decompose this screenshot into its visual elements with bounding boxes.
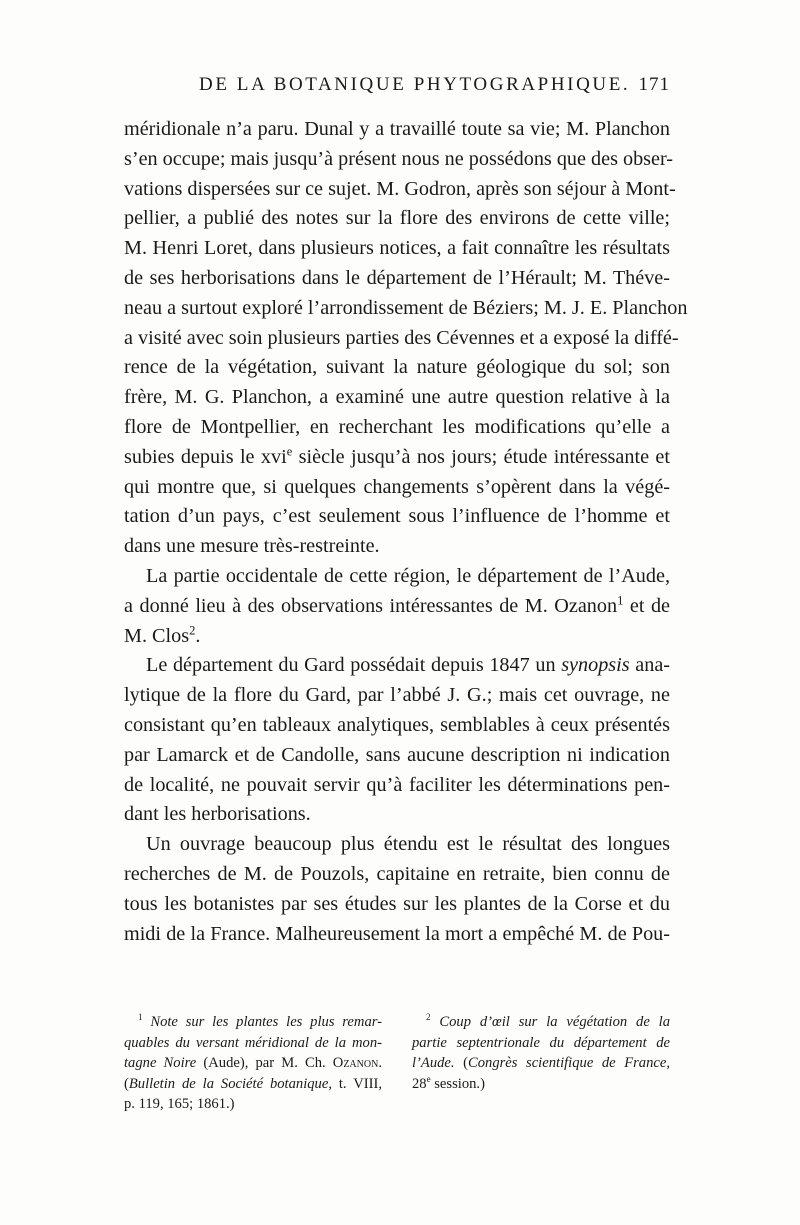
text-line: frère, M. G. Planchon, a examiné une autre question relative à la <box>124 386 670 409</box>
text-line: consistant qu’en tableaux analytiques, semblables à ceux présentés <box>124 713 670 736</box>
text-line: recherches de M. de Pouzols, capitaine en retraite, bien connu de <box>124 862 670 885</box>
footnote-journal: Bulletin de la Société botanique <box>128 1075 329 1092</box>
text-line: flore de Montpellier, en recherchant les modifications qu’elle a <box>124 415 670 438</box>
text-line: dans une mesure très-restreinte. <box>124 535 380 558</box>
text-line: rence de la végétation, suivant la nature géologique du sol; son <box>124 356 670 379</box>
text-fragment: a donné lieu à des observations intéressantes de M. Ozanon <box>124 594 618 617</box>
text-line: lytique de la flore du Gard, par l’abbé J. G.; mais cet ouvrage, ne <box>124 684 670 707</box>
text-line: neau a surtout exploré l’arrondissement de Béziers; M. J. E. Planchon <box>124 296 688 319</box>
text-line-century <box>124 443 670 473</box>
text-fragment: Le département du Gard possédait depuis 1847 un <box>146 654 556 677</box>
text-line: qui montre que, si quelques changements s’opèrent dans la végé- <box>124 475 670 498</box>
text-fragment: siècle jusqu’à nos jours; étude intéressante et <box>292 445 670 468</box>
text-line: pellier, a publié des notes sur la flore des environs de cette ville; <box>124 207 670 230</box>
footnote-line <box>124 1074 382 1095</box>
text-fragment: M. Clos <box>124 624 190 647</box>
footnote-text: 28 <box>412 1075 427 1092</box>
text-line: La partie occidentale de cette région, le département de l’Aude, <box>146 564 670 587</box>
italic-term: synopsis <box>561 654 630 677</box>
footnote-text: session.) <box>430 1075 485 1092</box>
footnote-line <box>412 1033 670 1054</box>
footnote-text: (Aude), par M. Ch. <box>196 1055 333 1071</box>
body-text <box>124 115 688 949</box>
text-line: de localité, ne pouvait servir qu’à faciliter les déterminations pen- <box>124 773 670 796</box>
footnote-line <box>412 1053 670 1074</box>
footnote-line <box>124 1053 382 1074</box>
footnote-line: p. 119, 165; 1861.) <box>124 1096 235 1112</box>
footnote-title: quables du versant méridional de la mon- <box>124 1034 382 1051</box>
text-line: tous les botanistes par ses études sur les plantes de la Corse et du <box>124 892 670 915</box>
footnote-line <box>412 1012 670 1033</box>
footnote-text: . <box>378 1055 382 1071</box>
text-fragment: subies depuis le xvi <box>124 445 287 468</box>
text-line-synopsis <box>124 651 670 681</box>
text-line: midi de la France. Malheureusement la mort a empêché M. de Pou- <box>124 922 670 945</box>
footnote-ref-1[interactable]: 1 <box>617 593 624 608</box>
footnote-text: ( <box>454 1055 468 1071</box>
text-fragment: ana- <box>629 654 671 677</box>
footnote-title: partie septentrionale du département de <box>412 1034 670 1051</box>
superscript: e <box>426 1073 431 1084</box>
footnote-title: l’Aude. <box>412 1055 455 1071</box>
footnote-text: ( <box>124 1075 129 1092</box>
footnotes <box>124 1012 670 1132</box>
footnote-title: Note sur les plantes les plus remar- <box>150 1014 382 1030</box>
footnote-marker: 1 <box>138 1012 143 1023</box>
text-line: dant les herborisations. <box>124 803 311 826</box>
text-line: tation d’un pays, c’est seulement sous l’influence de l’homme et <box>124 505 670 528</box>
running-title: DE LA BOTANIQUE PHYTOGRAPHIQUE. <box>199 74 631 95</box>
superscript: e <box>286 444 293 459</box>
text-line: par Lamarck et de Candolle, sans aucune description ni indication <box>124 743 670 766</box>
footnote-title: tagne Noire <box>124 1055 197 1071</box>
footnote-journal: Congrès scientifique de France, <box>468 1055 670 1071</box>
footnote-line <box>124 1033 382 1054</box>
footnote-title: Coup d’œil sur la végétation de la <box>439 1014 671 1030</box>
text-line: méridionale n’a paru. Dunal y a travaillé toute sa vie; M. Planchon <box>124 118 670 140</box>
text-line: s’en occupe; mais jusqu’à présent nous ne possédons que des obser- <box>124 147 674 170</box>
footnote-marker: 2 <box>426 1012 431 1023</box>
text-line: M. Henri Loret, dans plusieurs notices, a fait connaître les résultats <box>124 237 670 260</box>
footnote-line <box>412 1074 670 1095</box>
text-line: vations dispersées sur ce sujet. M. Godron, après son séjour à Mont- <box>124 177 676 200</box>
page-header <box>124 74 670 100</box>
text-line: de ses herborisations dans le département de l’Hérault; M. Théve- <box>124 266 670 289</box>
text-fragment: . <box>195 624 201 647</box>
footnote-author: Ozanon <box>332 1055 379 1071</box>
text-line: Un ouvrage beaucoup plus étendu est le résultat des longues <box>146 833 670 856</box>
footnote-1 <box>124 1012 382 1115</box>
page-number: 171 <box>638 74 670 95</box>
text-fragment: et de <box>623 594 670 617</box>
footnote-text: , t. VIII, <box>328 1075 382 1092</box>
text-line-footnote-ref <box>124 622 670 652</box>
footnote-line <box>124 1012 382 1033</box>
footnote-2 <box>412 1012 670 1094</box>
text-line-footnote-ref <box>124 592 670 622</box>
footnote-ref-2[interactable]: 2 <box>189 622 196 637</box>
text-line: a visité avec soin plusieurs parties des Cévennes et a exposé la diffé- <box>124 326 679 349</box>
